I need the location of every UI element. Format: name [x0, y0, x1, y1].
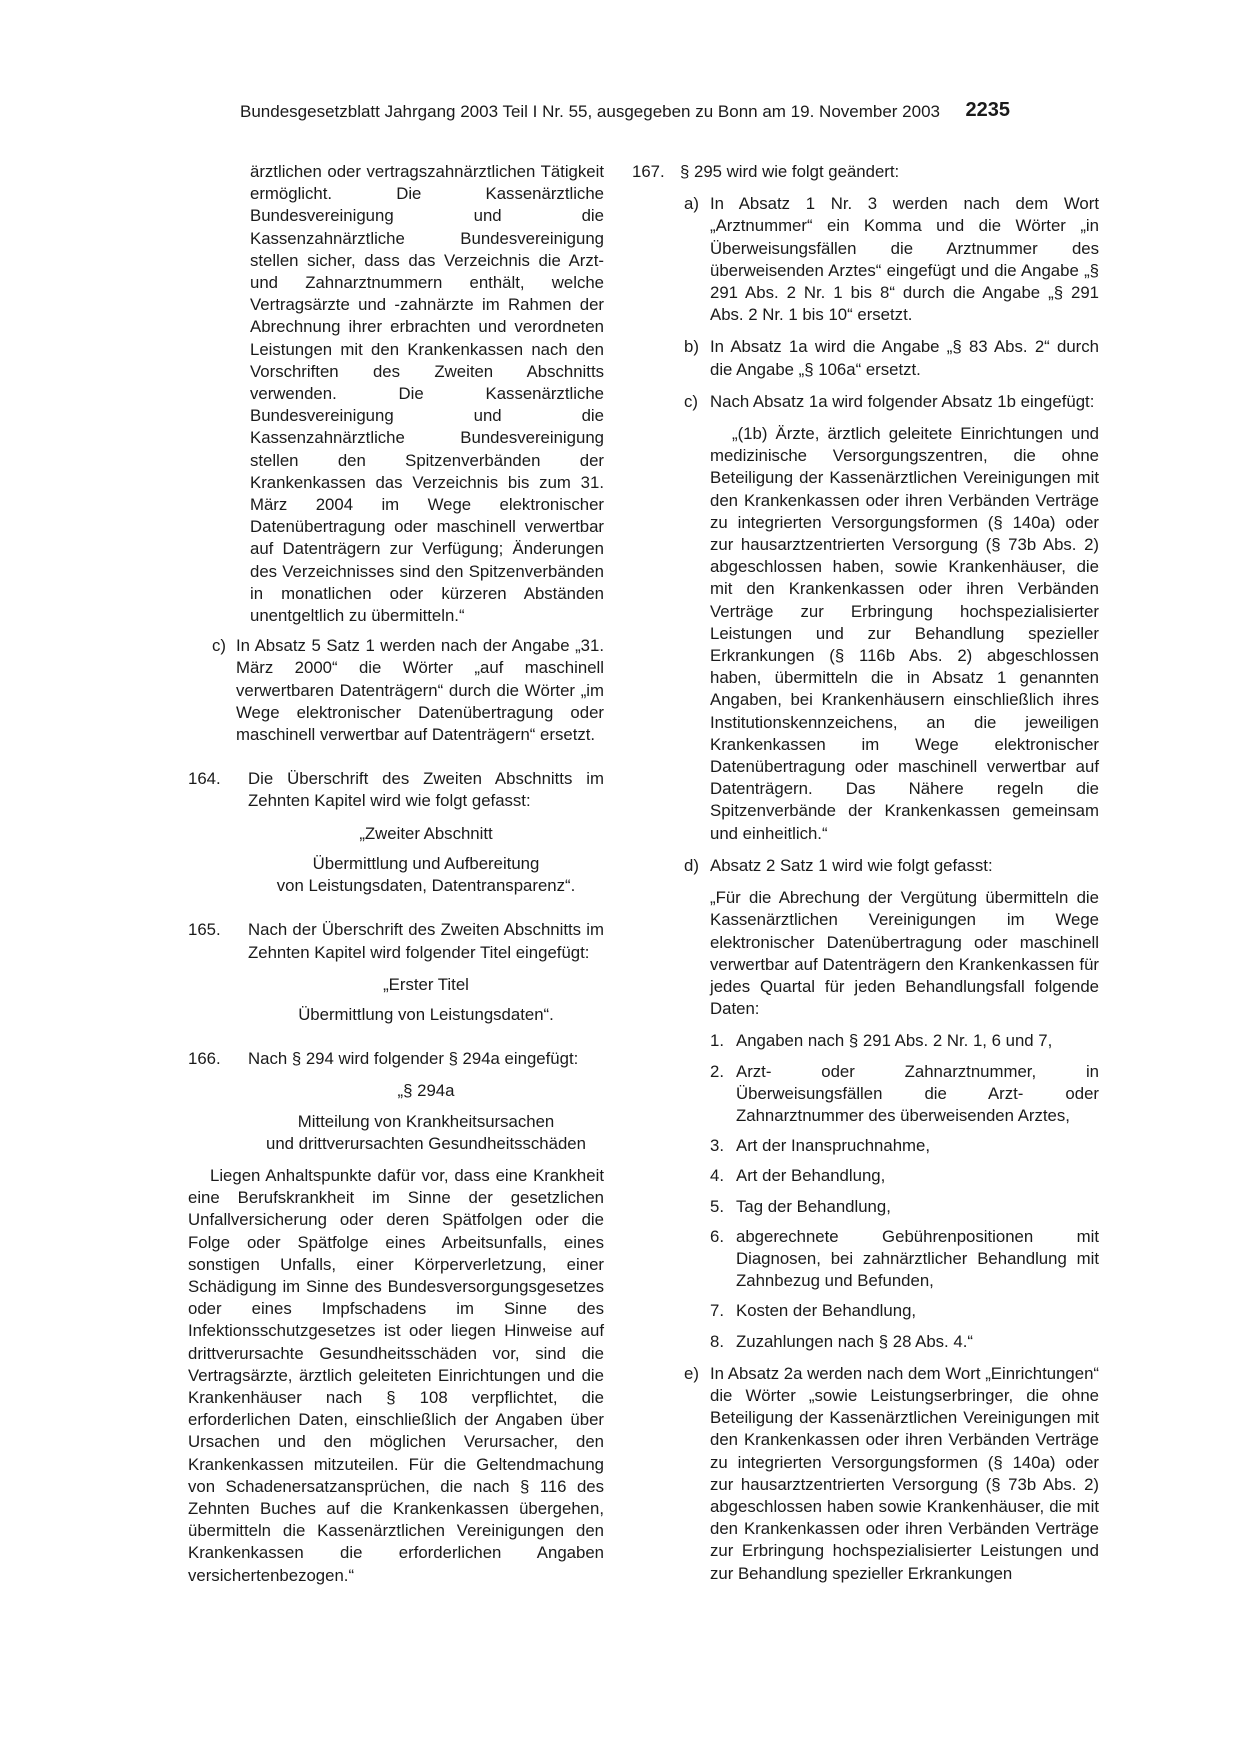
- item-text: Die Überschrift des Zweiten Abschnitts im Zehnten Kapitel wird wie folgt gefasst:: [248, 769, 604, 811]
- sub-text: In Absatz 1a wird die Angabe „§ 83 Abs. 2“ durch die Angabe „§ 106a“ ersetzt.: [710, 337, 1099, 379]
- item-167: [632, 161, 1099, 183]
- item-166-body: Liegen Anhaltspunkte dafür vor, dass eine Krankheit eine Berufskrankheit im Sinne der gesetzlichen Unfallversicherung oder deren Spätfolgen oder die Folge oder Spätfolge eines Arbeitsunfalls, eines sonstigen Unfalls, einer Körperverletzung, einer Schädigung im Sinne des Bundesversorgungsgesetzes oder eines Impfschadens im Sinne des Infektionsschutzgesetzes ist oder liegen Hinweise auf drittverursachte Gesundheitsschäden vor, sind die Vertragsärzte, ärztlich geleiteten Einrichtungen und die Krankenhäuser nach § 108 verpflichtet, die erforderlichen Daten, einschließlich der Angaben über Ursachen und den möglichen Verursacher, den Krankenkassen mitzuteilen. Für die Geltendmachung von Schadenersatzansprüchen, die nach § 116 des Zehnten Buches auf die Krankenkassen übergehen, übermitteln die Kassenärztlichen Vereinigungen den Krankenkassen die erforderlichen Angaben versichertenbezogen.“: [188, 1165, 604, 1585]
- list-item: [710, 1226, 1099, 1293]
- sub-text: In Absatz 1 Nr. 3 werden nach dem Wort „Arztnummer“ ein Komma und die Wörter „in Überweisungsfällen die Arztnummer des überweisenden Arztes“ eingefügt und die Angabe „§ 291 Abs. 2 Nr. 1 bis 8“ durch die Angabe „§ 291 Abs. 2 Nr. 1 bis 10“ ersetzt.: [710, 194, 1099, 325]
- right-sub-a: [684, 193, 1099, 326]
- list-text: Arzt- oder Zahnarztnummer, in Überweisungsfällen die Arzt- oder Zahnarztnummer des überweisenden Arztes,: [736, 1061, 1099, 1125]
- right-sub-c: [684, 391, 1099, 413]
- item-165-heading-1: „Erster Titel: [383, 974, 469, 994]
- item-164: [188, 768, 604, 812]
- item-166-heading-1: „§ 294a: [397, 1081, 455, 1101]
- left-column: [188, 161, 604, 1587]
- page-header: [240, 99, 1010, 128]
- list-item: [710, 1300, 1099, 1322]
- item-166-heading-2: Mitteilung von Krankheitsursachen: [297, 1111, 555, 1131]
- list-number: 2.: [710, 1061, 724, 1081]
- sub-text: Absatz 2 Satz 1 wird wie folgt gefasst:: [710, 855, 993, 875]
- item-text: § 295 wird wie folgt geändert:: [680, 162, 900, 181]
- sub-label: a): [684, 194, 699, 214]
- item-165-heading-2: Übermittlung von Leistungsdaten“.: [298, 1004, 554, 1024]
- item-165: [188, 919, 604, 963]
- header-text: Bundesgesetzblatt Jahrgang 2003 Teil I Nr. 55, ausgegeben zu Bonn am 19. November 2003: [240, 102, 940, 121]
- item-text: Nach § 294 wird folgender § 294a eingefügt:: [248, 1049, 579, 1069]
- list-item: [710, 1331, 1099, 1353]
- right-sub-e: [684, 1363, 1099, 1585]
- absatz-2-quote: „Für die Abrechung der Vergütung übermitteln die Kassenärztlichen Vereinigungen im Wege elektronischer Datenübertragung oder maschinell verwertbar auf Datenträgern den Krankenkassen für jedes Quartal für jeden Behandlungsfall folgende Daten:: [710, 888, 1099, 1019]
- list-text: Kosten der Behandlung,: [736, 1301, 917, 1321]
- sub-label: e): [684, 1363, 699, 1383]
- item-number: 166.: [188, 1049, 221, 1069]
- left-sub-c: [212, 635, 604, 746]
- sub-label: d): [684, 855, 699, 875]
- page-number: 2235: [965, 99, 1010, 121]
- sub-label: c): [212, 636, 226, 656]
- item-164-heading-2: Übermittlung und Aufbereitung: [312, 853, 540, 873]
- list-number: 5.: [710, 1196, 724, 1216]
- list-number: 4.: [710, 1166, 724, 1186]
- list-text: Angaben nach § 291 Abs. 2 Nr. 1, 6 und 7,: [736, 1031, 1053, 1051]
- absatz-1b-quote: „(1b) Ärzte, ärztlich geleitete Einrichtungen und medizinische Versorgungszentren, die ohne Beteiligung der Kassenärztlichen Vereinigungen mit den Krankenkassen oder ihren Verbänden Verträge zu integrierten Versorgungsformen (§ 140a) oder zur hausarztzentrierten Versorgung (§ 73b Abs. 2) abgeschlossen haben, sowie Krankenhäuser, die mit den Krankenkassen oder ihren Verbänden Verträge zur Erbringung hochspezialisierter Leistungen und zur Behandlung spezieller Erkrankungen (§ 116b Abs. 2) abgeschlossen haben, übermitteln die in Absatz 1 genannten Angaben, bei Krankenhäusern einschließlich ihres Institutionskennzeichens, an die jeweiligen Krankenkassen im Wege elektronischer Datenübertragung oder maschinell verwertbar auf Datenträgern. Das Nähere regeln die Spitzenverbände der Krankenkassen gemeinsam und einheitlich.“: [710, 424, 1099, 843]
- list-text: abgerechnete Gebührenpositionen mit Diagnosen, bei zahnärztlicher Behandlung mit Zahnbezug und Befunden,: [736, 1226, 1099, 1291]
- item-166-heading-3: und drittverursachten Gesundheitsschäden: [266, 1133, 586, 1153]
- item-166: [188, 1048, 604, 1070]
- item-164-heading-3: von Leistungsdaten, Datentransparenz“.: [276, 876, 576, 896]
- list-number: 6.: [710, 1226, 724, 1246]
- item-number: 164.: [188, 769, 221, 789]
- right-column: [632, 161, 1099, 1585]
- list-text: Art der Behandlung,: [736, 1166, 886, 1186]
- list-text: Tag der Behandlung,: [736, 1196, 891, 1216]
- list-item: [710, 1061, 1099, 1128]
- list-number: 3.: [710, 1136, 724, 1156]
- list-text: Zuzahlungen nach § 28 Abs. 4.“: [736, 1331, 973, 1351]
- item-number: 167.: [632, 162, 665, 181]
- sub-text: In Absatz 2a werden nach dem Wort „Einrichtungen“ die Wörter „sowie Leistungserbringer, die ohne Beteiligung der Kassenärztlichen Vereinigungen mit den Krankenkassen oder ihren Verbänden Verträge zu integrierten Versorgungsformen (§ 140a) oder zur hausarztzentrierten Versorgung (§ 73b Abs. 2) abgeschlossen haben sowie Krankenhäuser, die mit den Krankenkassen oder ihren Verbänden Verträge zur Erbringung hochspezialisierter Leistungen und zur Behandlung spezieller Erkrankungen: [710, 1363, 1099, 1583]
- sub-text: In Absatz 5 Satz 1 werden nach der Angabe „31. März 2000“ die Wörter „auf maschinell verwertbaren Datenträgern“ durch die Wörter „im Wege elektronischer Datenübertragung oder maschinell verwertbar auf Datenträgern“ ersetzt.: [236, 636, 604, 745]
- list-number: 8.: [710, 1331, 724, 1351]
- sub-label: b): [684, 337, 699, 357]
- list-text: Art der Inanspruchnahme,: [736, 1136, 931, 1156]
- continued-paragraph: ärztlichen oder vertragszahnärztlichen Tätigkeit ermöglicht. Die Kassenärztliche Bundesvereinigung und die Kassenzahnärztliche Bundesvereinigung stellen sicher, dass das Verzeichnis die Arzt- und Zahnarztnummern enthält, welche Vertragsärzte und -zahnärzte im Rahmen der Abrechnung ihrer erbrachten und verordneten Leistungen mit den Krankenkassen nach den Vorschriften des Zweiten Abschnitts verwenden. Die Kassenärztliche Bundesvereinigung und die Kassenzahnärztliche Bundesvereinigung stellen den Spitzenverbänden der Krankenkassen das Verzeichnis bis zum 31. März 2004 im Wege elektronischer Datenübertragung oder maschinell verwertbar auf Datenträgern zur Verfügung; Änderungen des Verzeichnisses sind den Spitzenverbänden in monatlichen oder kürzeren Abständen unentgeltlich zu übermitteln.“: [250, 162, 604, 626]
- right-sub-b: [684, 336, 1099, 380]
- list-item: [710, 1165, 1099, 1187]
- list-item: [710, 1196, 1099, 1218]
- list-number: 7.: [710, 1301, 724, 1321]
- item-number: 165.: [188, 920, 221, 940]
- item-164-heading-1: „Zweiter Abschnitt: [359, 823, 493, 843]
- right-sub-d: [684, 855, 1099, 877]
- sub-text: Nach Absatz 1a wird folgender Absatz 1b eingefügt:: [710, 391, 1095, 411]
- item-text: Nach der Überschrift des Zweiten Abschnitts im Zehnten Kapitel wird folgender Titel eingefügt:: [248, 920, 604, 962]
- list-number: 1.: [710, 1031, 724, 1051]
- sub-label: c): [684, 391, 698, 411]
- list-item: [710, 1030, 1099, 1052]
- list-item: [710, 1135, 1099, 1157]
